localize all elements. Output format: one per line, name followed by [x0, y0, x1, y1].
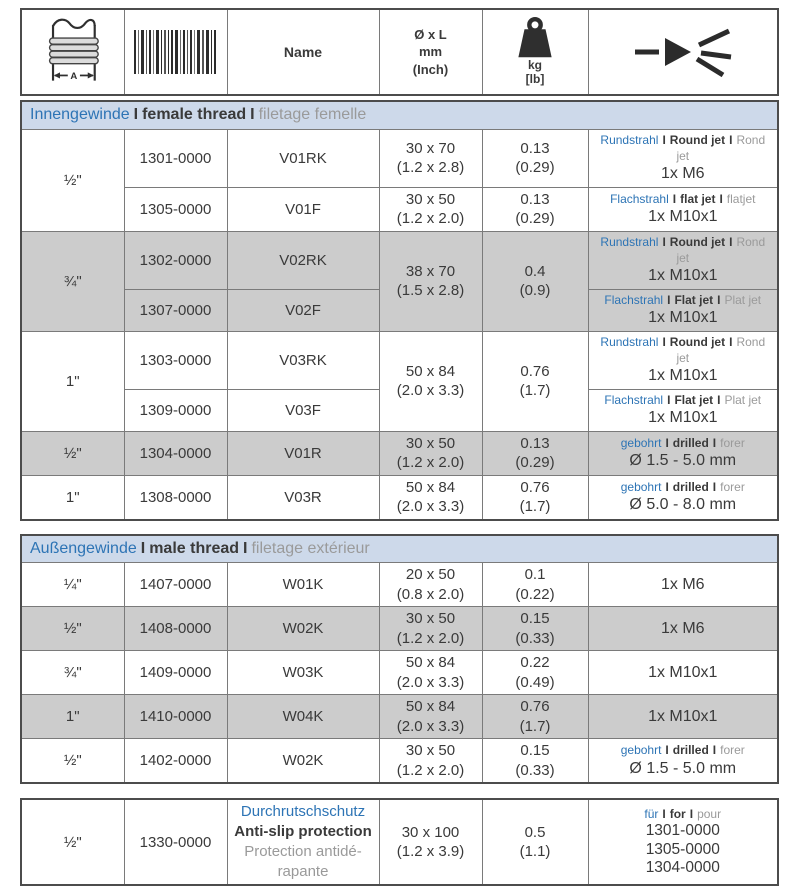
weight-line: (1.7)	[519, 382, 551, 400]
product-name-en: Anti-slip protection	[234, 823, 372, 841]
dimension-line: 30 x 50	[405, 434, 456, 452]
jet-info-cell	[588, 651, 778, 695]
label-fr: Rond jet	[676, 234, 766, 265]
weight-cell	[482, 129, 588, 187]
thread-size-value: ¾"	[63, 272, 82, 290]
label-de: gebohrt	[620, 479, 662, 494]
label-en: drilled	[672, 743, 709, 758]
product-name-value: W02K	[282, 620, 324, 638]
size-cell	[21, 799, 124, 884]
dims-header-line: mm	[418, 44, 443, 60]
weight-cell	[482, 739, 588, 784]
article-number-cell	[124, 431, 227, 475]
label-de: Rundstrahl	[600, 334, 659, 349]
label-separator: I	[250, 106, 255, 124]
name-cell	[227, 231, 379, 289]
label-separator: I	[689, 807, 694, 822]
table-row	[21, 475, 778, 520]
jet-type-label	[593, 392, 774, 408]
article-number-value: 1308-0000	[139, 488, 212, 506]
product-name-value: V01F	[285, 200, 321, 218]
jet-info-cell	[588, 695, 778, 739]
weight-line: 0.13	[520, 434, 550, 452]
weight-line: 0.1	[524, 566, 546, 584]
label-separator: I	[712, 435, 717, 450]
label-fr: forer	[720, 435, 745, 450]
dimensions-cell	[379, 739, 482, 784]
product-name-value: V03RK	[279, 351, 327, 369]
article-number-cell	[124, 695, 227, 739]
weight-icon	[510, 17, 560, 59]
dimension-line: 50 x 84	[405, 698, 456, 716]
dimension-line: (0.8 x 2.0)	[396, 585, 465, 603]
jet-connection-value: Ø 1.5 - 5.0 mm	[629, 452, 737, 470]
jet-connection-value: 1x M10x1	[648, 207, 718, 225]
label-separator: I	[665, 479, 669, 494]
compatible-article-number: 1304-0000	[645, 859, 720, 877]
jet-info-cell	[588, 607, 778, 651]
article-number-cell	[124, 187, 227, 231]
table-row	[21, 187, 778, 231]
label-de: Rundstrahl	[600, 234, 659, 249]
thread-size-value: 1"	[65, 488, 80, 506]
compatible-article-number: 1305-0000	[645, 840, 720, 858]
weight-unit-kg: kg	[527, 58, 542, 73]
jet-type-label	[593, 806, 774, 822]
weight-line: (0.29)	[515, 210, 555, 228]
jet-type-label	[593, 191, 774, 207]
label-fr: Plat jet	[724, 393, 762, 407]
article-number-value: 1410-0000	[139, 708, 212, 726]
weight-cell	[482, 799, 588, 884]
article-number-value: 1407-0000	[139, 576, 212, 594]
article-number-cell	[124, 289, 227, 331]
thread-size-value: ½"	[63, 752, 82, 770]
dimension-line: 50 x 84	[405, 362, 456, 380]
product-name-value: V01RK	[279, 149, 327, 167]
label-fr: Rond jet	[676, 334, 766, 366]
dimensions-cell	[379, 231, 482, 331]
dimension-line: (1.2 x 3.9)	[396, 843, 465, 861]
dimensions-header-cell	[379, 9, 482, 95]
article-number-value: 1304-0000	[139, 444, 212, 462]
jet-info-cell	[588, 187, 778, 231]
label-fr: Plat jet	[724, 292, 762, 307]
dimension-line: 30 x 50	[405, 610, 456, 628]
dimensions-cell	[379, 331, 482, 431]
thread-size-value: ½"	[63, 171, 82, 189]
weight-cell	[482, 187, 588, 231]
female-thread-table	[20, 100, 779, 521]
jet-connection-value: 1x M10x1	[648, 367, 718, 385]
jet-connection-value: 1x M10x1	[648, 267, 718, 285]
dimensions-cell	[379, 651, 482, 695]
thread-size-value: 1"	[65, 708, 80, 726]
table-row	[21, 739, 778, 784]
label-separator: I	[662, 334, 666, 349]
article-number-cell	[124, 563, 227, 607]
jet-connection-value: 1x M10x1	[648, 707, 718, 725]
jet-connection-value: 1x M6	[660, 575, 705, 593]
label-separator: I	[729, 334, 733, 349]
name-cell	[227, 799, 379, 884]
article-number-cell	[124, 651, 227, 695]
jet-connection-value: 1x M6	[660, 164, 705, 182]
label-en: Round jet	[669, 132, 726, 147]
name-cell	[227, 187, 379, 231]
label-en: female thread	[142, 106, 247, 124]
thread-fitting-icon	[40, 14, 106, 90]
product-name-value: V03R	[284, 488, 322, 506]
jet-info-cell	[588, 390, 778, 432]
weight-line: (0.29)	[515, 159, 555, 177]
label-separator: I	[140, 540, 146, 558]
table-row	[21, 607, 778, 651]
product-name-de: Durchrutschschutz	[240, 803, 366, 821]
dimension-line: (1.2 x 2.0)	[396, 761, 465, 779]
label-en: Flat jet	[674, 292, 714, 307]
size-cell	[21, 739, 124, 784]
label-de: Rundstrahl	[600, 132, 659, 147]
weight-line: (0.22)	[515, 585, 555, 603]
label-separator: I	[662, 807, 666, 822]
label-fr: forer	[720, 479, 745, 494]
weight-header-cell	[482, 9, 588, 95]
label-de: Innengewinde	[30, 106, 130, 124]
jet-info-cell	[588, 563, 778, 607]
product-name-value: V01R	[284, 444, 322, 462]
weight-cell	[482, 651, 588, 695]
weight-line: 0.4	[524, 262, 546, 280]
dimension-line: (2.0 x 3.3)	[396, 717, 465, 735]
weight-line: 0.5	[524, 823, 546, 841]
label-separator: I	[712, 479, 717, 494]
weight-line: 0.15	[520, 742, 550, 760]
weight-line: (0.29)	[515, 454, 555, 472]
label-fr: filetage femelle	[258, 106, 367, 124]
dimension-line: 50 x 84	[405, 654, 456, 672]
label-en: Round jet	[669, 234, 726, 249]
weight-line: 0.22	[520, 654, 550, 672]
name-cell	[227, 475, 379, 520]
jet-info-cell	[588, 289, 778, 331]
jet-type-label	[593, 234, 774, 266]
name-cell	[227, 607, 379, 651]
weight-line: (0.33)	[515, 761, 555, 779]
svg-text:A: A	[70, 70, 78, 82]
table-row	[21, 799, 778, 884]
weight-line: (0.49)	[515, 673, 555, 691]
name-header-label: Name	[283, 44, 323, 60]
product-name-value: W01K	[282, 576, 324, 594]
size-cell	[21, 129, 124, 231]
name-cell	[227, 695, 379, 739]
name-cell	[227, 331, 379, 389]
jet-info-cell	[588, 331, 778, 389]
dimension-line: (1.5 x 2.8)	[396, 282, 465, 300]
dimension-line: (1.2 x 2.0)	[396, 210, 465, 228]
article-number-value: 1309-0000	[139, 401, 212, 419]
dims-header-line: (Inch)	[412, 61, 449, 77]
dimension-line: (1.2 x 2.0)	[396, 454, 465, 472]
article-number-cell	[124, 739, 227, 784]
thread-size-value: ½"	[63, 444, 82, 462]
weight-line: (1.1)	[519, 843, 551, 861]
label-separator: I	[717, 292, 721, 307]
dimensions-cell	[379, 799, 482, 884]
table-row	[21, 431, 778, 475]
label-de: Flachstrahl	[604, 292, 664, 307]
weight-cell	[482, 331, 588, 431]
dimensions-cell	[379, 431, 482, 475]
section-header	[21, 101, 778, 129]
article-number-cell	[124, 231, 227, 289]
weight-cell	[482, 607, 588, 651]
male-thread-table	[20, 534, 779, 785]
table-row	[21, 695, 778, 739]
table-row	[21, 331, 778, 389]
name-cell	[227, 651, 379, 695]
label-fr: forer	[720, 743, 745, 758]
weight-line: 0.13	[520, 190, 550, 208]
dimension-line: 20 x 50	[405, 566, 456, 584]
article-number-value: 1330-0000	[139, 833, 212, 851]
size-cell	[21, 331, 124, 431]
product-name-value: W03K	[282, 664, 324, 682]
label-separator: I	[729, 132, 733, 147]
label-separator: I	[712, 743, 717, 758]
thread-size-header-cell	[21, 9, 124, 95]
label-fr: flatjet	[726, 191, 756, 206]
spacer	[20, 521, 796, 534]
product-name-value: W04K	[282, 708, 324, 726]
label-separator: I	[665, 435, 669, 450]
jet-connection-value: 1x M6	[660, 619, 705, 637]
thread-size-value: ½"	[63, 620, 82, 638]
jet-type-label	[593, 742, 774, 758]
size-cell	[21, 695, 124, 739]
label-separator: I	[672, 191, 677, 206]
spacer	[20, 784, 796, 798]
jet-connection-value: 1x M10x1	[648, 309, 718, 327]
article-number-cell	[124, 607, 227, 651]
article-number-cell	[124, 799, 227, 884]
jet-info-cell	[588, 739, 778, 784]
article-number-cell	[124, 475, 227, 520]
jet-type-label	[593, 334, 774, 366]
dimension-line: 38 x 70	[405, 262, 456, 280]
label-en: Round jet	[669, 334, 726, 349]
dimension-line: (2.0 x 3.3)	[396, 498, 465, 516]
label-en: Flat jet	[674, 393, 714, 407]
dimensions-cell	[379, 607, 482, 651]
barcode-icon	[134, 30, 218, 74]
label-de: gebohrt	[620, 435, 662, 450]
weight-line: 0.13	[520, 139, 550, 157]
dimensions-cell	[379, 129, 482, 187]
jet-info-cell	[588, 431, 778, 475]
dims-header-line: Ø x L	[414, 26, 447, 42]
size-cell	[21, 607, 124, 651]
dimension-line: (2.0 x 3.3)	[396, 382, 465, 400]
label-separator: I	[717, 393, 721, 407]
dimensions-cell	[379, 563, 482, 607]
label-separator: I	[243, 540, 248, 558]
dimension-line: 30 x 50	[405, 190, 456, 208]
dimension-line: 50 x 84	[405, 478, 456, 496]
table-row	[21, 651, 778, 695]
article-number-cell	[124, 390, 227, 432]
label-separator: I	[729, 234, 733, 249]
weight-line: (0.9)	[519, 282, 551, 300]
dimensions-cell	[379, 695, 482, 739]
spray-jet-icon	[631, 25, 735, 79]
label-separator: I	[133, 106, 139, 124]
dimension-line: (1.2 x 2.0)	[396, 629, 465, 647]
article-number-value: 1409-0000	[139, 664, 212, 682]
jet-type-header-cell	[588, 9, 778, 95]
article-number-value: 1408-0000	[139, 620, 212, 638]
size-cell	[21, 431, 124, 475]
weight-line: (0.33)	[515, 629, 555, 647]
name-cell	[227, 431, 379, 475]
label-de: für	[644, 807, 659, 822]
label-fr: filetage extérieur	[251, 540, 370, 558]
label-en: drilled	[672, 479, 709, 494]
dimensions-cell	[379, 187, 482, 231]
jet-type-label	[593, 435, 774, 451]
name-header-cell	[227, 9, 379, 95]
weight-line: 0.76	[520, 478, 550, 496]
dimension-line: 30 x 50	[405, 742, 456, 760]
product-name-value: W02K	[282, 752, 324, 770]
label-en: flat jet	[680, 191, 716, 206]
label-de: gebohrt	[620, 743, 662, 758]
article-number-value: 1307-0000	[139, 301, 212, 319]
label-separator: I	[662, 132, 666, 147]
label-fr: Rond jet	[676, 132, 766, 163]
article-number-value: 1305-0000	[139, 200, 212, 218]
jet-info-cell	[588, 799, 778, 884]
article-number-value: 1302-0000	[139, 251, 212, 269]
label-de: Flachstrahl	[604, 393, 664, 407]
jet-type-label	[593, 479, 774, 495]
weight-cell	[482, 695, 588, 739]
thread-size-value: 1"	[65, 372, 80, 390]
jet-info-cell	[588, 129, 778, 187]
thread-size-value: ¼"	[63, 576, 82, 594]
article-number-cell	[124, 129, 227, 187]
name-cell	[227, 739, 379, 784]
weight-cell	[482, 475, 588, 520]
dimension-line: (1.2 x 2.8)	[396, 159, 465, 177]
weight-line: (1.7)	[519, 717, 551, 735]
weight-cell	[482, 563, 588, 607]
jet-info-cell	[588, 231, 778, 289]
section-header-row	[21, 101, 778, 129]
weight-line: 0.15	[520, 610, 550, 628]
jet-connection-value: 1x M10x1	[648, 663, 718, 681]
label-en: drilled	[672, 435, 709, 450]
accessory-table	[20, 798, 779, 885]
label-separator: I	[667, 393, 671, 407]
dimension-line: (2.0 x 3.3)	[396, 673, 465, 691]
size-cell	[21, 651, 124, 695]
name-cell	[227, 289, 379, 331]
size-cell	[21, 475, 124, 520]
label-separator: I	[665, 743, 669, 758]
jet-connection-value: 1x M10x1	[648, 409, 718, 427]
name-cell	[227, 129, 379, 187]
product-name-fr: Protection antidé-rapante	[244, 843, 362, 880]
label-en: male thread	[149, 540, 240, 558]
article-number-value: 1303-0000	[139, 351, 212, 369]
weight-cell	[482, 431, 588, 475]
section-header-row	[21, 535, 778, 563]
jet-connection-value: Ø 1.5 - 5.0 mm	[629, 759, 737, 777]
dimensions-cell	[379, 475, 482, 520]
table-row	[21, 231, 778, 289]
weight-line: 0.76	[520, 362, 550, 380]
label-separator: I	[667, 292, 671, 307]
label-fr: pour	[697, 807, 722, 822]
compatible-article-number: 1301-0000	[645, 822, 720, 840]
jet-type-label	[593, 292, 774, 308]
product-name-value: V02RK	[279, 251, 327, 269]
name-cell	[227, 390, 379, 432]
weight-cell	[482, 231, 588, 331]
header-row	[21, 9, 778, 95]
article-number-cell	[124, 331, 227, 389]
section-header	[21, 535, 778, 563]
product-name-value: V03F	[285, 401, 321, 419]
jet-connection-value: Ø 5.0 - 8.0 mm	[629, 496, 737, 514]
dimension-line: 30 x 100	[401, 823, 460, 841]
label-en: for	[669, 807, 686, 822]
column-header-table	[20, 8, 779, 96]
article-number-value: 1402-0000	[139, 752, 212, 770]
weight-unit-lb: [lb]	[525, 72, 545, 86]
article-number-header-cell	[124, 9, 227, 95]
label-separator: I	[662, 234, 666, 249]
label-separator: I	[719, 191, 723, 206]
table-row	[21, 563, 778, 607]
size-cell	[21, 231, 124, 331]
dimension-line: 30 x 70	[405, 139, 456, 157]
weight-line: (1.7)	[519, 498, 551, 516]
article-number-value: 1301-0000	[139, 149, 212, 167]
thread-size-value: ¾"	[63, 664, 82, 682]
label-de: Außengewinde	[30, 540, 137, 558]
table-row	[21, 129, 778, 187]
weight-line: 0.76	[520, 698, 550, 716]
name-cell	[227, 563, 379, 607]
jet-type-label	[593, 132, 774, 164]
label-de: Flachstrahl	[610, 191, 669, 206]
thread-size-value: ½"	[63, 833, 82, 851]
jet-info-cell	[588, 475, 778, 520]
size-cell	[21, 563, 124, 607]
product-name-value: V02F	[285, 301, 321, 319]
